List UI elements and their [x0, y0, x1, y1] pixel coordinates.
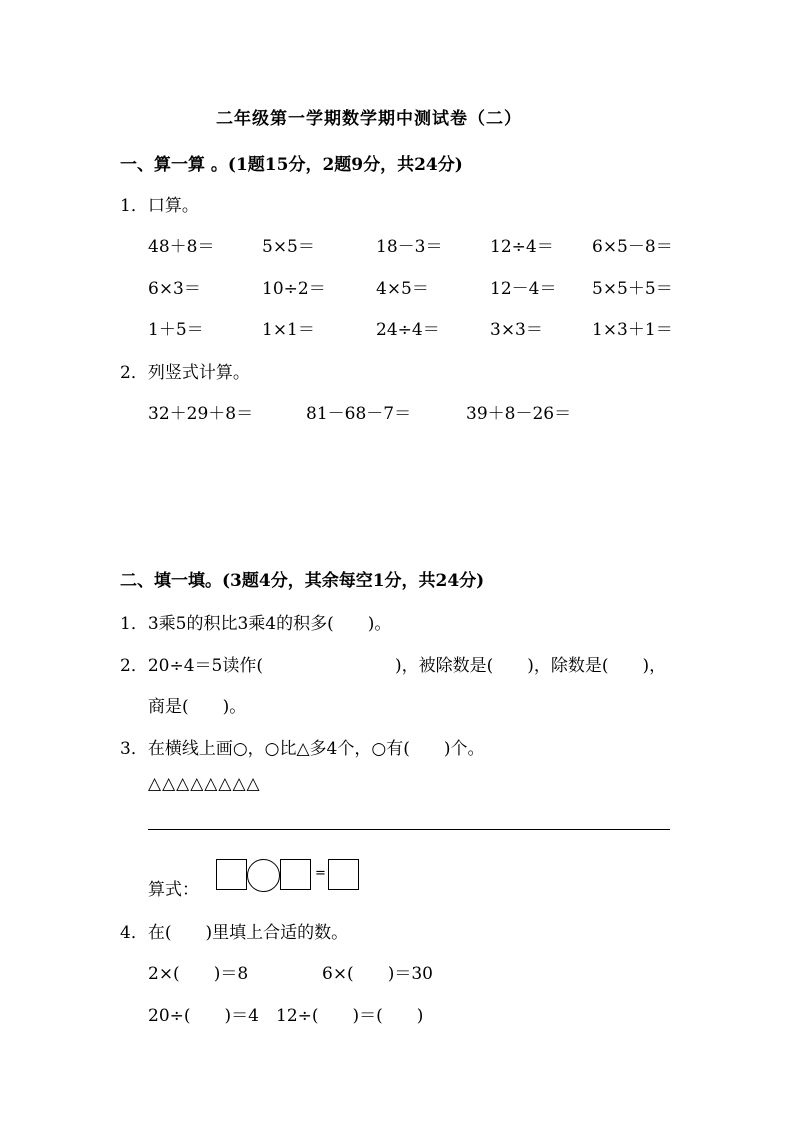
formula-box-2[interactable] — [280, 859, 311, 890]
arith-item: 4×5＝ — [376, 279, 429, 299]
page-title: 二年级第一学期数学期中测试卷（二） — [216, 109, 522, 129]
arith-item: 10÷2＝ — [262, 279, 326, 299]
arith-item: 24÷4＝ — [376, 320, 440, 340]
formula-operator-circle[interactable] — [247, 859, 280, 892]
fill-item: 12÷( )＝( ) — [276, 1006, 424, 1026]
section-2-heading: 二、填一填。(3题4分，其余每空1分，共24分) — [120, 571, 485, 591]
question-2-2-line1-end: )，被除数是( )，除数是( )， — [395, 656, 667, 676]
question-2-1: 1．3乘5的积比3乘4的积多( )。 — [120, 614, 392, 634]
formula-equals-sign: = — [315, 866, 326, 881]
question-2-2-line2: 商是( )。 — [148, 697, 247, 717]
formula-result-box[interactable] — [328, 859, 359, 890]
fill-item: 2×( )＝8 — [148, 964, 249, 984]
section-1-heading: 一、算一算 。(1题15分，2题9分，共24分) — [120, 155, 463, 175]
arith-item: 6×5－8＝ — [592, 237, 673, 257]
arith-item: 1×3＋1＝ — [592, 320, 673, 340]
arith-item: 18－3＝ — [376, 237, 443, 257]
vertical-calc-item: 81－68－7＝ — [306, 404, 412, 424]
arith-item: 1＋5＝ — [148, 320, 204, 340]
arith-item: 12－4＝ — [490, 279, 557, 299]
arith-item: 6×3＝ — [148, 279, 201, 299]
question-1-2-label: 2．列竖式计算。 — [120, 363, 250, 383]
question-2-2-line1-start: 2．20÷4＝5读作( — [120, 656, 263, 676]
arith-item: 12÷4＝ — [490, 237, 554, 257]
vertical-calc-item: 32＋29＋8＝ — [148, 404, 254, 424]
arith-item: 3×3＝ — [490, 320, 543, 340]
arith-item: 1×1＝ — [262, 320, 315, 340]
fill-item: 6×( )＝30 — [322, 964, 433, 984]
triangle-row: △△△△△△△△ — [148, 774, 261, 794]
question-1-1-label: 1．口算。 — [120, 196, 199, 216]
answer-line — [148, 829, 670, 830]
arith-item: 5×5＝ — [262, 237, 315, 257]
arith-item: 5×5＋5＝ — [592, 279, 673, 299]
formula-box-1[interactable] — [216, 859, 247, 890]
arith-item: 48＋8＝ — [148, 237, 215, 257]
question-2-4: 4．在( )里填上合适的数。 — [120, 923, 349, 943]
vertical-calc-item: 39＋8－26＝ — [466, 404, 572, 424]
question-2-3: 3．在横线上画○，○比△多4个，○有( )个。 — [120, 739, 485, 759]
fill-item: 20÷( )＝4 — [148, 1006, 259, 1026]
formula-label: 算式： — [148, 880, 199, 900]
